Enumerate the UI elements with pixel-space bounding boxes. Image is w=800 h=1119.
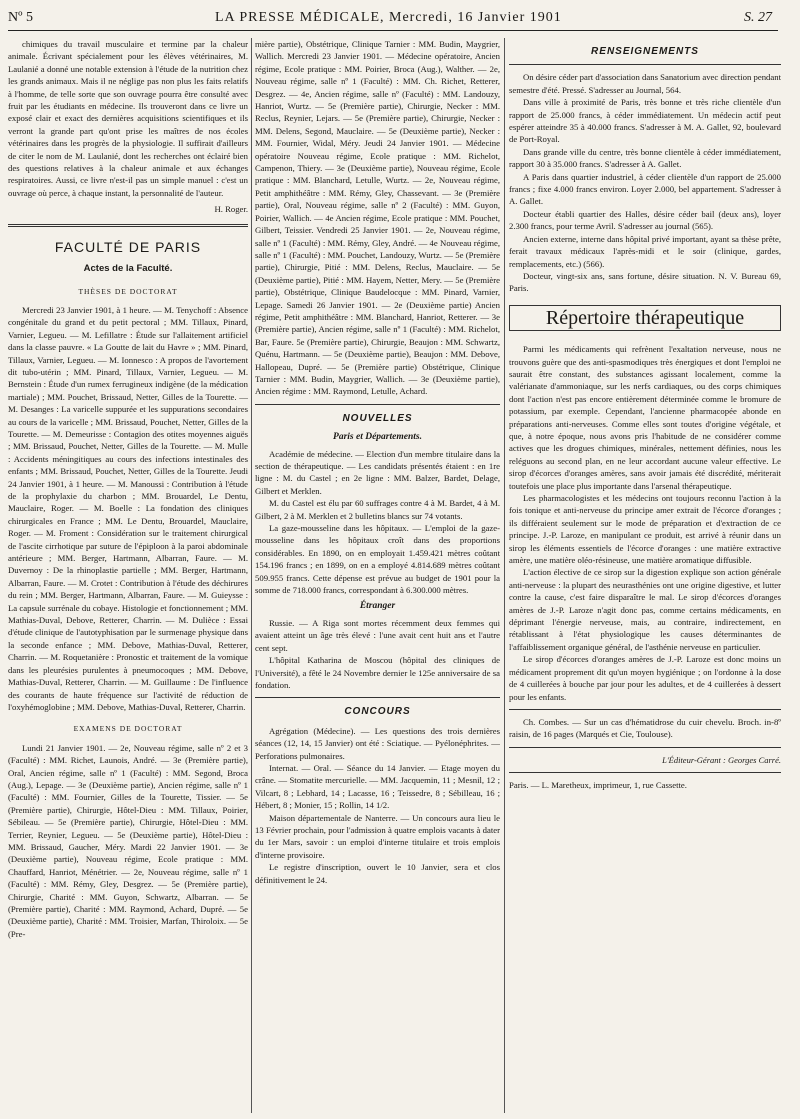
column-divider bbox=[504, 38, 505, 1113]
review-signature: H. Roger. bbox=[214, 204, 248, 215]
news-election: M. du Castel est élu par 60 suffrages contre 4 à M. Bardet, 4 à M. Gilbert, 2 à M. Merklen et 2 bulletins blancs sur 74 votants. bbox=[255, 498, 500, 521]
repertoire-paragraph: L'action élective de ce sirop sur la digestion explique son action générale anti-nerveuse : la plupart des neurasthénies ont une origine digestive, et lutter contre la cause, c'est faire disparaître le mal. Le sirop d'écorces d'oranges amères de J.-P. Laroze n'agit donc pas, comme certains médicaments, en déprimant l'énergie nerveuse, mais, au contraire, indirectement, en rétablissant à l'état physiologique les causes déterminantes de l'affaiblissement organique général, de l'asthénie nerveuse en particulier. bbox=[509, 567, 781, 652]
classified-ad: Ancien externe, interne dans hôpital privé important, ayant sa thèse prête, ferait travaux médicaux l'après-midi et le soir (clinique, gardes, remplacements, etc.) (566). bbox=[509, 233, 781, 269]
page-header bbox=[0, 8, 800, 28]
section-rule bbox=[255, 697, 500, 698]
issue-number: Nº 5 bbox=[8, 10, 33, 25]
concours-internat: Internat. — Oral. — Séance du 14 Janvier. — Etage moyen du crâne. — Stomatite mercurielle. — MM. Jacquemin, 11 ; Mesnil, 12 ; Vilcart, 8 ; Lebhard, 14 ; Lacasse, 16 ; Teissedre, 8 ; Sébilleau, 16 ; Hébert, 8 ; Monier, 15 ; Rollin, 14 1/2. bbox=[255, 762, 500, 811]
printer-credit: Paris. — L. Maretheux, imprimeur, 1, rue Cassette. bbox=[509, 780, 687, 791]
column-divider bbox=[251, 38, 252, 1113]
section-rule bbox=[509, 64, 781, 65]
review-paragraph: chimiques du travail musculaire et termine par la chaleur animale. Écrivant spécialement pour les élèves vétérinaires, M. Laulanié a donné une notable extension à l'étude de la nutrition chez les grands animaux. Mais il ne néglige pas non plus les faits relatifs à l'homme, de telle sorte que son ouvrage pourra être consulté avec fruit par les étudiants en médecine. Ils trouveront dans ce livre un exposé clair et exact des dernières acquisitions scientifiques et ils verront la grande part qu'ont prise les maîtres de nos écoles vétérinaires dans les progrès de la physiologie. Il suffirait d'ailleurs de citer le nom de M. Laulanié, dont les recherches ont éclairé bien des questions relatives à la chaleur animale et aux échanges respiratoires. Aussi, ce livre n'est-il pas un simple manuel : c'est un ouvrage où perce, à chaque instant, la personnalité de l'auteur. bbox=[8, 39, 248, 198]
news-gaze: La gaze-mousseline dans les hôpitaux. — L'emploi de la gaze-mousseline dans les hôpitaux croît dans des proportions considérables. En 1890, on en employait 1.459.421 mètres coûtant 154.196 francs ; en 1899, on en a employé 4.814.689 mètres coûtant 509.955 francs. Cette dépense est prévue au budget de 1901 pour la somme de 718.000 francs, correspondant à 6.300.000 mètres. bbox=[255, 523, 500, 596]
classified-ad: Dans grande ville du centre, très bonne clientèle à céder immédiatement, rapport 30 à 35.000 francs. S'adresser à A. Gallet. bbox=[509, 146, 781, 170]
classified-ad: Dans ville à proximité de Paris, très bonne et très riche clientèle d'un rapport de 25.000 francs, à céder immédiatement. Un médecin actif peut espérer atteindre 35 à 40.000 francs. S'adresser à M. A. Gallet, 92, boulevard de Port-Royal. bbox=[509, 97, 781, 145]
faculty-title: FACULTÉ DE PARIS bbox=[54, 238, 202, 255]
news-moscou: L'hôpital Katharina de Moscou (hôpital des cliniques de l'Université), a fêté le 24 Novembre dernier le 125e anniversaire de sa fondation. bbox=[255, 655, 500, 690]
editor-credit: L'Éditeur-Gérant : Georges Carré. bbox=[662, 754, 781, 765]
repertoire-paragraph: Le sirop d'écorces d'oranges amères de J.-P. Laroze est donc moins un médicament proprement dit qu'un moyen hygiénique ; on l'ordonne à la dose de 4 cuillerées à bouche par jour pour les adultes, et de 4 cuillerées à dessert pour les enfants. bbox=[509, 654, 781, 702]
column-1 bbox=[8, 38, 248, 1113]
classified-ad: Docteur, vingt-six ans, sans fortune, désire situation. N. V. Bureau 69, Paris. bbox=[509, 270, 781, 294]
nouvelles-heading: NOUVELLES bbox=[342, 412, 413, 424]
page-number: S. 27 bbox=[744, 10, 772, 25]
section-rule bbox=[509, 747, 781, 748]
section-rule bbox=[509, 709, 781, 710]
acts-title: Actes de la Faculté. bbox=[83, 263, 173, 275]
concours-agregation: Agrégation (Médecine). — Les questions des trois dernières séances (12, 14, 15 Janvier) ont été : Sciatique. — Pyélonéphrites. — Perforations pulmonaires. bbox=[255, 725, 500, 761]
column-2 bbox=[255, 38, 500, 1113]
news-academie: Académie de médecine. — Election d'un membre titulaire dans la section de thérapeutique. — Les candidats présentés étaient : en 1re ligne : M. du Castel ; en 2e ligne : MM. Balzer, Bardet, Delage, Gilbert et Merklen. bbox=[255, 448, 500, 496]
exams-text: Lundi 21 Janvier 1901. — 2e, Nouveau régime, salle nº 2 et 3 (Faculté) : MM. Richet, Launois, André. — 3e (Première partie), Oral, Ancien régime, salle nº 1 (Faculté) : MM. Segond, Broca (Aug.), Lepage. — 3e (Deuxième partie), Ancien régime, salle nº 1 (Faculté) : MM. Fournier, Gilles de la Tourette, Tissier. — 5e (Première partie), Chirurgie, Hôtel-Dieu : MM. Tillaux, Poirier, Sébileau. — 5e (Première partie), Chirurgie, Hôtel-Dieu : MM. Terrier, Reynier, Legueu. — 5e (Deuxième partie), Hôtel-Dieu : MM. Brissaud, Gaucher, Méry. Mardi 22 Janvier 1901. — 3e (Deuxième partie), Nouveau régime, Ecole pratique : MM. Chauffard, Hanriot, Ménétrier. — 2e, Nouveau régime, salle nº 1 (Faculté) : MM. Rémy, Gley, Desgrez. — 5e (Première partie), Chirurgie, Charité : MM. Guyon, Schwartz, Albarran. — 5e (Première partie), Charité : MM. Raymond, Achard, Dupré. — 5e (Deuxième partie), Charité : MM. Troisier, Marfan, Thiroloix. — 5e (Pre- bbox=[8, 742, 248, 939]
section-rule bbox=[255, 404, 500, 405]
book-notice: Ch. Combes. — Sur un cas d'hématidrose du cuir chevelu. Broch. in-8º raisin, de 16 pages (Marqués et Cie, Toulouse). bbox=[509, 716, 781, 740]
concours-nanterre: Maison départementale de Nanterre. — Un concours aura lieu le 13 Février prochain, pour l'admission à quatre emplois vacants à dater du 1er Mars, savoir : un emploi d'interne titulaire et trois emplois d'interne provisoire. bbox=[255, 812, 500, 860]
concours-heading: CONCOURS bbox=[344, 706, 411, 718]
renseignements-heading: RENSEIGNEMENTS bbox=[591, 46, 699, 57]
header-rule bbox=[8, 30, 778, 31]
classified-ad: Docteur établi quartier des Halles, désire céder bail (deux ans), loyer 2.300 francs, pour terme Avril. S'adresser au journal (565). bbox=[509, 208, 781, 232]
etranger-heading: Étranger bbox=[359, 601, 396, 612]
repertoire-paragraph: Les pharmacologistes et les médecins ont toujours reconnu l'action à la fois tonique et anti-nerveuse du principe amer extrait de l'écorce d'oranges ; ils différaient seulement sur le mode de préparation et d'extraction de ce principe. J.-P. Laroze, en manipulant ce produit, est arrivé à réunir dans un sirop les éléments essentiels de l'écorce d'oranges : une matière extractive amère, une matière oléo-résineuse, une matière aromatique diffusible. bbox=[509, 493, 781, 566]
paris-heading: Paris et Départements. bbox=[333, 432, 422, 443]
section-rule bbox=[8, 224, 248, 227]
section-rule bbox=[509, 772, 781, 773]
concours-registre: Le registre d'inscription, ouvert le 10 Janvier, sera et clos définitivement le 24. bbox=[255, 862, 500, 885]
theses-heading: THÈSES DE DOCTORAT bbox=[78, 286, 178, 296]
exams-continued: mière partie), Obstétrique, Clinique Tarnier : MM. Budin, Maygrier, Wallich. Mercredi 23 Janvier 1901. — Médecine opératoire, Ancien régime, Ecole pratique : MM. Poirier, Broca (Aug.), Walther. — 2e, Nouveau régime, salle nº 1 (Faculté) : MM. Ch. Richet, Retterer, Desgrez. — 4e, Ancien régime, salle nº (Faculté) : MM. Landouzy, Hanriot, Wurtz. — 5e (Première partie), Chirurgie, Necker : MM. Reclus, Reynier, Lejars. — 5e (Première partie), Chirurgie, Necker : MM. Delens, Segond, Mauclaire. — 5e (Deuxième partie), Necker : MM. Fournier, Widal, Méry. Jeudi 24 Janvier 1901. — Médecine opératoire Nouveau régime, Ecole pratique : MM. Richelot, Campenon, Thiery. — 3e (Deuxième partie), Nouveau régime, Ecole pratique : MM. Blanchard, Letulle, Wurtz. — 2e, Nouveau régime, Petit amphithéâtre : MM. Rémy, Gley, Chassevant. — 3e (Première partie), Oral, Nouveau régime, salle nº 2 (Faculté) : MM. Guyon, Poirier, Wallich. — 4e Ancien régime, Ecole pratique : MM. Pouchet, Gilbert, Teissier. Vendredi 25 Janvier 1901. — 2e, Nouveau régime, salle nº 1 (Faculté) : MM. Rémy, Gley, André. — 4e Nouveau régime, salle nº 1 (Faculté) : MM. Pouchet, Landouzy, Wurtz. — 5e (Première partie), Chirurgie, Pitié : MM. Delens, Reclus, Mauclaire. — 5e (Deuxième partie), Pitié : MM. Hayem, Netter, Mery. — 5e (Première partie), Obstétrique, Clinique Baudelocque : MM. Pinard, Varnier, Lepage. Samedi 26 Janvier 1901. — 2e (Deuxième partie) Ancien régime, Petit amphithéâtre : MM. Blanchard, Hanriot, Retterer. — 3e (Première partie), Ancien régime, salle nº 1 (Faculté) : MM. Richelot, Bar, Faure. 5e (Première partie), Chirurgie, Beaujon : MM. Schwartz, Quénu, Hartmann. — 5e (Deuxième partie), Beaujon : MM. Debove, Hallopeau, Dupré. — 5e (Première partie) Obstétrique, Clinique Tarnier : MM. Budin, Maygrier, Wallich. — 3e (Deuxième partie), Ancien régime : MM. Raymond, Letulle, Achard. bbox=[255, 39, 500, 397]
repertoire-heading: Répertoire thérapeutique bbox=[509, 305, 781, 331]
theses-text: Mercredi 23 Janvier 1901, à 1 heure. — M. Tenychoff : Absence congénitale du grand et du petit pectoral ; MM. Tillaux, Pinard, Varnier, Legueu. — M. Lefillatre : Étude sur l'allaitement artificiel dans la classe pauvre. « La Goutte de lait du Havre » ; MM. Pinard, Tillaux, Varnier, Legueu. — M. Ionnesco : A propos de l'avortement dit tubo-utérin ; MM. Pinard, Tillaux, Varnier, Legueu. — M. Bernstein : Étude d'un rumex ferrugineux indigène (de la médication martiale) ; MM. Pouchet, Brissaud, Netter, Gilles de la Tourette. — M. Desanges : La varicelle suppurée et les suppurations secondaires au cours de la varicelle ; MM. Brissaud, Pouchet, Netter, Gilles de la Tourette. — M. Demeurisse : Contagion des otites moyennes aiguës ; MM. Brissaud, Pouchet, Netter, Gilles de la Tourette. — M. Mulle : Accidents méningitiques au cours des infections intestinales des enfants ; MM. Brissaud, Pouchet, Netter, Gilles de la Tourette. Jeudi 24 Janvier 1901, à 1 heure. — M. Manoussi : Contribution à l'étude de la prophylaxie du charbon ; MM. Brouardel, Le Dentu, Mauclaire, Roger. — M. Boelle : La fondation des cliniques chirurgicales en France ; MM. Le Dentu, Brouardel, Mauclaire, Roger. — M. Froment : Considération sur le traitement chirurgical de l'ascite cirrhotique par suture de l'épiploon à la paroi abdominale antérieure ; MM. Berger, Hartmann, Albarran, Faure. — M. Duvernoy : De la rhinoplastie partielle ; MM. Berger, Hartmann, Albarran, Faure. — M. Crotet : Contribution à l'étude des déchirures du rein ; MM. Berger, Hartmann, Albarran, Faure. — M. Guieysse : La capsule surrénale du cobaye. Histologie et fonctionnement ; MM. Mathias-Duval, Debove, Retterer, Charrin. — M. Dulièce : Essai d'étude clinique de l'autotyphisation par le surmenage physique dans la seconde enfance ; MM. Debove, Mathias-Duval, Retterer, Charrin. — M. Roquetanière : Pronostic et traitement de la vomique dans les pleurésies purulentes à pneumocoques ; MM. Debove, Mathias-Duval, Retterer, Charrin. — M. Guillaume : De l'influence des courants de haute fréquence sur l'activité de réduction de l'oxyhémoglobine ; MM. Debove, Mathias-Duval, Retterer, Charrin. bbox=[8, 304, 248, 712]
classified-ad: A Paris dans quartier industriel, à céder clientèle d'un rapport de 25.000 francs ; fixe 4.000 francs environ. Loyer 2.000, bel appartement. S'adresser à A. Gallet. bbox=[509, 171, 781, 207]
masthead-title: LA PRESSE MÉDICALE, Mercredi, 16 Janvier 1901 bbox=[215, 10, 562, 25]
classified-ad: On désire céder part d'association dans Sanatorium avec direction pendant semestre d'été. Pressé. S'adresser au Journal, 564. bbox=[509, 72, 781, 95]
exams-heading: EXAMENS DE DOCTORAT bbox=[73, 724, 183, 734]
column-3 bbox=[509, 38, 781, 1113]
news-russie: Russie. — A Riga sont mortes récemment deux femmes qui avaient atteint un âge très élevé : l'une avait cent huit ans et l'autre cent sept. bbox=[255, 617, 500, 653]
repertoire-paragraph: Parmi les médicaments qui refrènent l'exaltation nerveuse, nous ne trouvons guère que des anti-spasmodiques très énergiques et dont l'emploi ne saurait être constant, des substances agissant localement, comme la valérianate d'ammoniaque, sur les nerfs cardiaques, ou des corps chimiques dont l'action n'est pas encore entièrement déterminée comme le bromure de potassium, par exemple. Cependant, l'ancienne pharmacopée abonde en préparations anti-nerveuses. Comme elles sont toutes d'origine végétale, et que, à notre époque, nous avons pris l'habitude de ne considérer comme actives que les drogues chimiques, minérales, nettement définies, nous les reléguons au second plan, en ne leur accordant aucune valeur effective. Le sirop d'écorces d'oranges amères, sans avoir jamais été discrédité, mériterait toutefois une place plus importante dans l'arsenal thérapeutique. bbox=[509, 344, 781, 491]
